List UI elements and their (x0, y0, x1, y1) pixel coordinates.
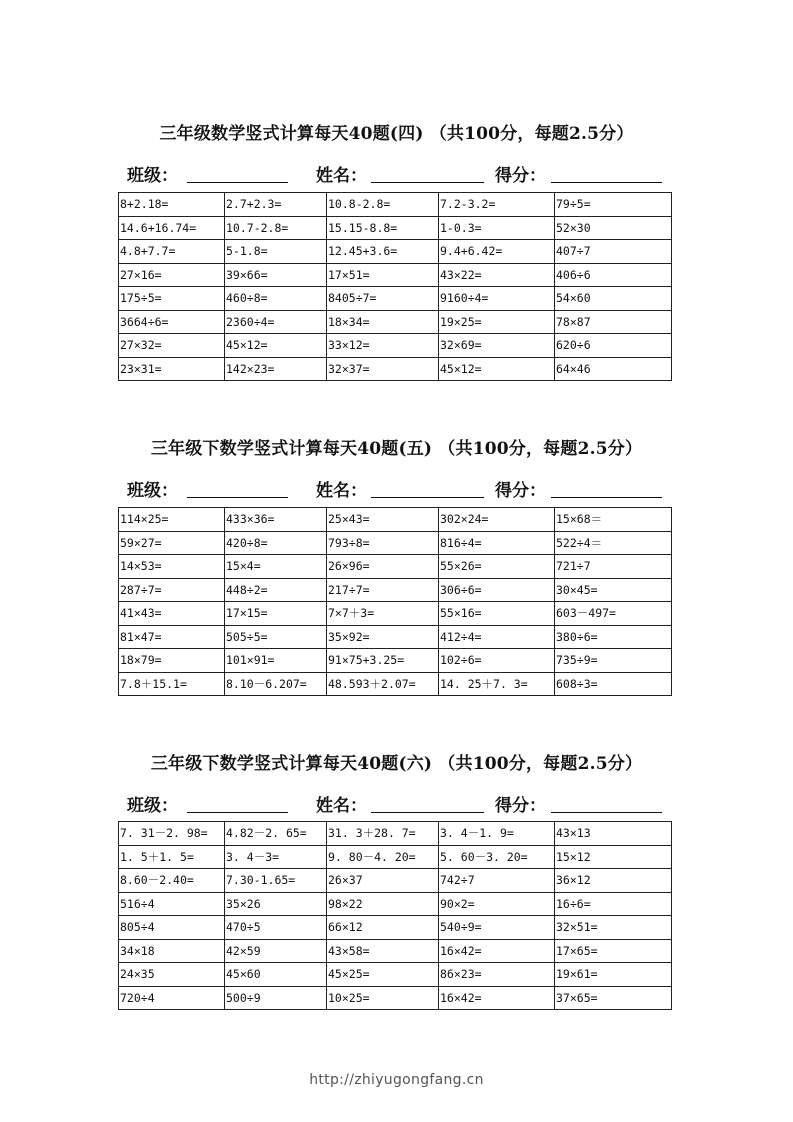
table-row (119, 193, 672, 217)
problem-cell: 603－497= (555, 602, 672, 626)
problem-cell: 35×26 (225, 892, 327, 916)
problem-cell: 7.8＋15.1= (119, 672, 225, 696)
problem-cell: 8.60－2.40= (119, 869, 225, 893)
problem-cell: 91×75+3.25= (327, 649, 439, 673)
info-fields (0, 161, 793, 191)
problem-cell: 48.593＋2.07= (327, 672, 439, 696)
problem-cell: 1-0.3= (439, 216, 555, 240)
problem-cell: 816÷4= (439, 531, 555, 555)
problem-cell: 18×34= (327, 310, 439, 334)
problem-cell: 3. 4－1. 9= (439, 822, 555, 846)
table-row (119, 508, 672, 532)
problem-cell: 15.15-8.8= (327, 216, 439, 240)
table-row (119, 216, 672, 240)
problem-cell: 16×42= (439, 939, 555, 963)
problem-cell: 735÷9= (555, 649, 672, 673)
problem-cell: 41×43= (119, 602, 225, 626)
problem-cell: 287÷7= (119, 578, 225, 602)
problem-cell: 35×92= (327, 625, 439, 649)
problem-cell: 7.30-1.65= (225, 869, 327, 893)
problem-cell: 114×25= (119, 508, 225, 532)
problem-cell: 540÷9= (439, 916, 555, 940)
problem-cell: 10.7-2.8= (225, 216, 327, 240)
score-blank-line[interactable] (551, 497, 662, 498)
problem-cell: 32×37= (327, 357, 439, 381)
problem-cell: 380÷6= (555, 625, 672, 649)
problem-cell: 620÷6 (555, 334, 672, 358)
info-fields (0, 791, 793, 821)
problem-cell: 43×58= (327, 939, 439, 963)
problem-cell: 721÷7 (555, 555, 672, 579)
table-row (119, 555, 672, 579)
problem-cell: 14.6+16.74= (119, 216, 225, 240)
table-row (119, 578, 672, 602)
score-blank-line[interactable] (551, 812, 662, 813)
problem-cell: 15×12 (555, 845, 672, 869)
table-row (119, 240, 672, 264)
problem-cell: 793÷8= (327, 531, 439, 555)
problem-cell: 25×43= (327, 508, 439, 532)
problem-cell: 19×25= (439, 310, 555, 334)
problem-cell: 14×53= (119, 555, 225, 579)
problem-cell: 8.10－6.207= (225, 672, 327, 696)
problem-cell: 17×15= (225, 602, 327, 626)
problem-cell: 142×23= (225, 357, 327, 381)
problem-cell: 18×79= (119, 649, 225, 673)
problem-cell: 98×22 (327, 892, 439, 916)
problem-cell: 306÷6= (439, 578, 555, 602)
problem-cell: 59×27= (119, 531, 225, 555)
info-fields (0, 476, 793, 506)
table-row (119, 310, 672, 334)
section-title: 三年级下数学竖式计算每天40题(五) （共100分，每题2.5分） (150, 439, 643, 459)
problem-cell: 522÷4＝ (555, 531, 672, 555)
problem-cell: 45×12= (225, 334, 327, 358)
problem-cell: 505÷5= (225, 625, 327, 649)
table-row (119, 602, 672, 626)
table-row (119, 963, 672, 987)
class-label: 班级： (127, 166, 178, 186)
problem-cell: 516÷4 (119, 892, 225, 916)
name-label: 姓名： (316, 166, 367, 186)
problem-cell: 608÷3= (555, 672, 672, 696)
table-row (119, 986, 672, 1010)
problem-cell: 805÷4 (119, 916, 225, 940)
problem-cell: 45×25= (327, 963, 439, 987)
problem-cell: 2.7+2.3= (225, 193, 327, 217)
problem-cell: 448÷2= (225, 578, 327, 602)
problem-cell: 43×13 (555, 822, 672, 846)
problem-table (118, 192, 672, 381)
problem-cell: 3664÷6= (119, 310, 225, 334)
problem-cell: 412÷4= (439, 625, 555, 649)
problem-cell: 3. 4－3= (225, 845, 327, 869)
problem-cell: 55×16= (439, 602, 555, 626)
problem-cell: 42×59 (225, 939, 327, 963)
problem-cell: 79÷5= (555, 193, 672, 217)
problem-cell: 86×23= (439, 963, 555, 987)
problem-cell: 34×18 (119, 939, 225, 963)
table-row (119, 822, 672, 846)
table-row (119, 845, 672, 869)
problem-cell: 39×66= (225, 263, 327, 287)
problem-cell: 742÷7 (439, 869, 555, 893)
problem-cell: 460÷8= (225, 287, 327, 311)
problem-cell: 101×91= (225, 649, 327, 673)
problem-cell: 2360÷4= (225, 310, 327, 334)
class-label: 班级： (127, 796, 178, 816)
problem-cell: 8405÷7= (327, 287, 439, 311)
section-title: 三年级下数学竖式计算每天40题(六) （共100分，每题2.5分） (150, 754, 643, 774)
problem-cell: 64×46 (555, 357, 672, 381)
problem-cell: 420÷8= (225, 531, 327, 555)
problem-cell: 30×45= (555, 578, 672, 602)
problem-cell: 9.4+6.42= (439, 240, 555, 264)
name-blank-line[interactable] (371, 812, 484, 813)
problem-cell: 37×65= (555, 986, 672, 1010)
table-row (119, 916, 672, 940)
problem-cell: 52×30 (555, 216, 672, 240)
problem-cell: 32×51= (555, 916, 672, 940)
table-row (119, 892, 672, 916)
problem-cell: 27×16= (119, 263, 225, 287)
problem-cell: 90×2= (439, 892, 555, 916)
score-label: 得分： (495, 481, 546, 501)
problem-cell: 10.8-2.8= (327, 193, 439, 217)
problem-cell: 27×32= (119, 334, 225, 358)
problem-cell: 32×69= (439, 334, 555, 358)
problem-cell: 17×51= (327, 263, 439, 287)
problem-cell: 175÷5= (119, 287, 225, 311)
table-row (119, 672, 672, 696)
problem-cell: 16×42= (439, 986, 555, 1010)
table-row (119, 334, 672, 358)
problem-cell: 10×25= (327, 986, 439, 1010)
problem-cell: 9. 80－4. 20= (327, 845, 439, 869)
problem-cell: 66×12 (327, 916, 439, 940)
problem-cell: 43×22= (439, 263, 555, 287)
problem-cell: 7×7＋3= (327, 602, 439, 626)
problem-cell: 16÷6= (555, 892, 672, 916)
problem-cell: 54×60 (555, 287, 672, 311)
problem-cell: 217÷7= (327, 578, 439, 602)
problem-cell: 33×12= (327, 334, 439, 358)
problem-cell: 45×60 (225, 963, 327, 987)
footer-url[interactable]: http://zhiyugongfang.cn (309, 1072, 484, 1088)
class-label: 班级： (127, 481, 178, 501)
name-blank-line[interactable] (371, 182, 484, 183)
problem-cell: 81×47= (119, 625, 225, 649)
table-row (119, 531, 672, 555)
problem-cell: 26×96= (327, 555, 439, 579)
problem-cell: 720÷4 (119, 986, 225, 1010)
score-blank-line[interactable] (551, 182, 662, 183)
problem-cell: 1. 5＋1. 5= (119, 845, 225, 869)
problem-cell: 7. 31－2. 98= (119, 822, 225, 846)
table-row (119, 869, 672, 893)
problem-table (118, 507, 672, 696)
section-title: 三年级数学竖式计算每天40题(四) （共100分，每题2.5分） (159, 124, 634, 144)
table-row (119, 649, 672, 673)
table-row (119, 939, 672, 963)
problem-cell: 5-1.8= (225, 240, 327, 264)
problem-cell: 26×37 (327, 869, 439, 893)
problem-cell: 470÷5 (225, 916, 327, 940)
problem-cell: 12.45+3.6= (327, 240, 439, 264)
problem-cell: 15×68＝ (555, 508, 672, 532)
name-blank-line[interactable] (371, 497, 484, 498)
problem-cell: 8+2.18= (119, 193, 225, 217)
problem-cell: 55×26= (439, 555, 555, 579)
table-row (119, 357, 672, 381)
problem-cell: 78×87 (555, 310, 672, 334)
problem-cell: 45×12= (439, 357, 555, 381)
problem-cell: 4.82－2. 65= (225, 822, 327, 846)
problem-cell: 9160÷4= (439, 287, 555, 311)
problem-cell: 4.8+7.7= (119, 240, 225, 264)
problem-cell: 31. 3＋28. 7= (327, 822, 439, 846)
score-label: 得分： (495, 166, 546, 186)
problem-cell: 23×31= (119, 357, 225, 381)
name-label: 姓名： (316, 481, 367, 501)
table-row (119, 263, 672, 287)
class-blank-line[interactable] (187, 182, 288, 183)
problem-cell: 302×24= (439, 508, 555, 532)
problem-cell: 7.2-3.2= (439, 193, 555, 217)
class-blank-line[interactable] (187, 812, 288, 813)
problem-cell: 15×4= (225, 555, 327, 579)
problem-cell: 14. 25＋7. 3= (439, 672, 555, 696)
table-row (119, 625, 672, 649)
problem-cell: 36×12 (555, 869, 672, 893)
problem-cell: 24×35 (119, 963, 225, 987)
problem-cell: 433×36= (225, 508, 327, 532)
name-label: 姓名： (316, 796, 367, 816)
problem-cell: 17×65= (555, 939, 672, 963)
problem-cell: 500÷9 (225, 986, 327, 1010)
problem-cell: 5. 60－3. 20= (439, 845, 555, 869)
problem-cell: 102÷6= (439, 649, 555, 673)
problem-cell: 407÷7 (555, 240, 672, 264)
class-blank-line[interactable] (187, 497, 288, 498)
table-row (119, 287, 672, 311)
problem-cell: 19×61= (555, 963, 672, 987)
score-label: 得分： (495, 796, 546, 816)
problem-table (118, 821, 672, 1010)
problem-cell: 406÷6 (555, 263, 672, 287)
